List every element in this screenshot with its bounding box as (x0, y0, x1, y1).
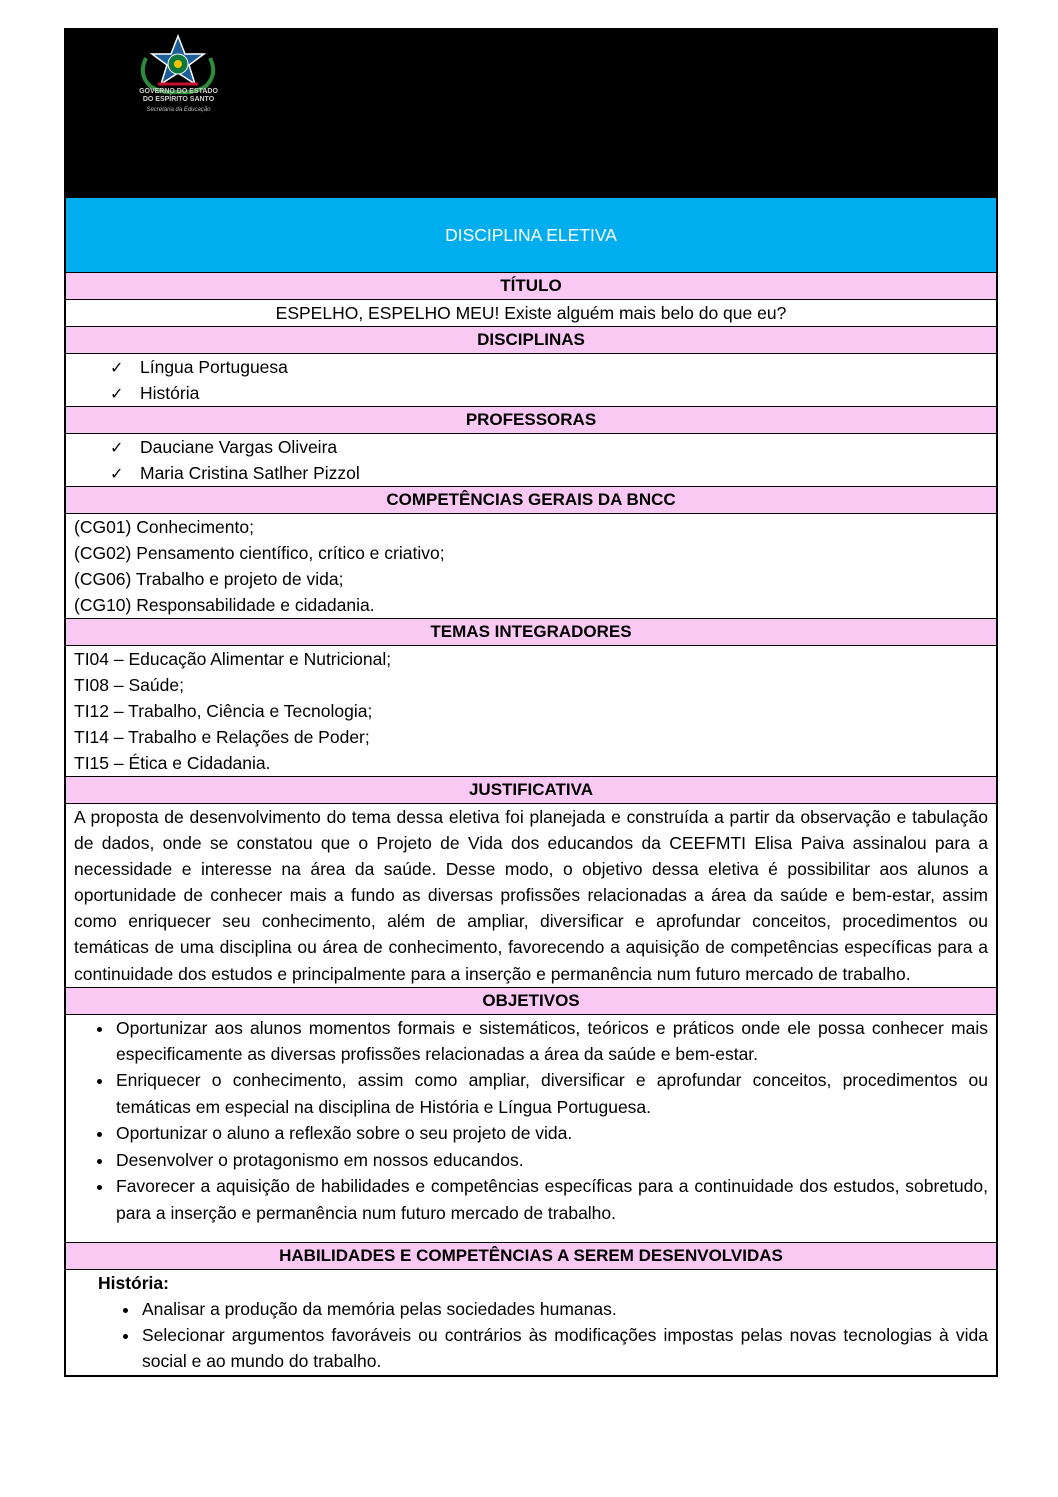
professoras-list (66, 434, 996, 486)
habilidades-block (66, 1270, 996, 1375)
section-heading-competencias: COMPETÊNCIAS GERAIS DA BNCC (66, 487, 996, 514)
objetivo-item: • Desenvolver o protagonismo em nossos educandos. (114, 1147, 988, 1173)
competencia-item: (CG10) Responsabilidade e cidadania. (74, 595, 375, 615)
banner-disciplina-eletiva: DISCIPLINA ELETIVA (66, 198, 996, 273)
habilidade-item: • Analisar a produção da memória pelas sociedades humanas. (140, 1296, 988, 1322)
professora-item: ✓ Maria Cristina Satlher Pizzol (110, 460, 996, 486)
logo-line-1: GOVERNO DO ESTADO (139, 88, 218, 95)
tema-item: TI15 – Ética e Cidadania. (74, 753, 271, 773)
competencia-item: (CG06) Trabalho e projeto de vida; (74, 569, 344, 589)
competencias-list (66, 514, 996, 619)
disciplinas-list (66, 354, 996, 406)
tema-item: TI08 – Saúde; (74, 675, 184, 695)
section-heading-temas: TEMAS INTEGRADORES (66, 619, 996, 646)
professora-item: ✓ Dauciane Vargas Oliveira (110, 434, 996, 460)
objetivo-item: • Oportunizar o aluno a reflexão sobre o seu projeto de vida. (114, 1120, 988, 1146)
temas-list (66, 646, 996, 777)
section-heading-justificativa: JUSTIFICATIVA (66, 777, 996, 804)
logo-line-2: DO ESPÍRITO SANTO (142, 96, 215, 103)
titulo-value: ESPELHO, ESPELHO MEU! Existe alguém mais belo do que eu? (275, 303, 787, 323)
document-table (64, 28, 998, 1377)
objetivo-item: • Oportunizar aos alunos momentos formais e sistemáticos, teóricos e práticos onde ele possa conhecer mais especificamente as diversas profissões relacionadas a área da saúde e bem-estar. (114, 1015, 988, 1068)
section-heading-professoras: PROFESSORAS (66, 407, 996, 434)
section-heading-habilidades: HABILIDADES E COMPETÊNCIAS A SEREM DESENVOLVIDAS (66, 1243, 996, 1270)
objetivo-item: • Favorecer a aquisição de habilidades e competências específicas para a continuidade dos estudos, sobretudo, para a inserção e permanência num futuro mercado de trabalho. (114, 1173, 988, 1226)
logo-line-3: Secretaria da Educação (146, 107, 211, 113)
section-heading-titulo: TÍTULO (66, 273, 996, 300)
habilidade-item: • Selecionar argumentos favoráveis ou contrários às modificações impostas pelas novas tecnologias à vida social e ao mundo do trabalho. (140, 1322, 988, 1374)
tema-item: TI14 – Trabalho e Relações de Poder; (74, 727, 370, 747)
habilidades-subheading: História: (98, 1272, 169, 1293)
tema-item: TI04 – Educação Alimentar e Nutricional; (74, 649, 392, 669)
competencia-item: (CG02) Pensamento científico, crítico e criativo; (74, 543, 445, 563)
justificativa-text: A proposta de desenvolvimento do tema dessa eletiva foi planejada e construída a partir da observação e tabulação de dados, onde se constatou que o Projeto de Vida dos educandos da CEEFMTI Elisa Paiva assinalou para a necessidade e interesse na área da saúde. Desse modo, o objetivo dessa eletiva é possibilitar aos alunos a oportunidade de conhecer mais a fundo as diversas profissões relacionadas a área da saúde e bem-estar, assim como enriquecer seu conhecimento, além de ampliar, diversificar e aprofundar conceitos, procedimentos ou temáticas de uma disciplina ou área de conhecimento, favorecendo a aquisição de competências específicas para a continuidade dos estudos e principalmente para a inserção e permanência num futuro mercado de trabalho. (74, 807, 988, 984)
tema-item: TI12 – Trabalho, Ciência e Tecnologia; (74, 701, 373, 721)
disciplina-item: ✓ História (110, 380, 996, 406)
header-black-band (66, 30, 996, 198)
objetivo-item: • Enriquecer o conhecimento, assim como ampliar, diversificar e aprofundar conceitos, procedimentos ou temáticas em especial na disciplina de História e Língua Portuguesa. (114, 1067, 988, 1120)
logo-caption (116, 88, 241, 114)
objetivos-list (66, 1015, 996, 1242)
disciplina-item: ✓ Língua Portuguesa (110, 354, 996, 380)
competencia-item: (CG01) Conhecimento; (74, 517, 254, 537)
section-heading-objetivos: OBJETIVOS (66, 988, 996, 1015)
section-heading-disciplinas: DISCIPLINAS (66, 327, 996, 354)
habilidades-list (98, 1296, 988, 1375)
